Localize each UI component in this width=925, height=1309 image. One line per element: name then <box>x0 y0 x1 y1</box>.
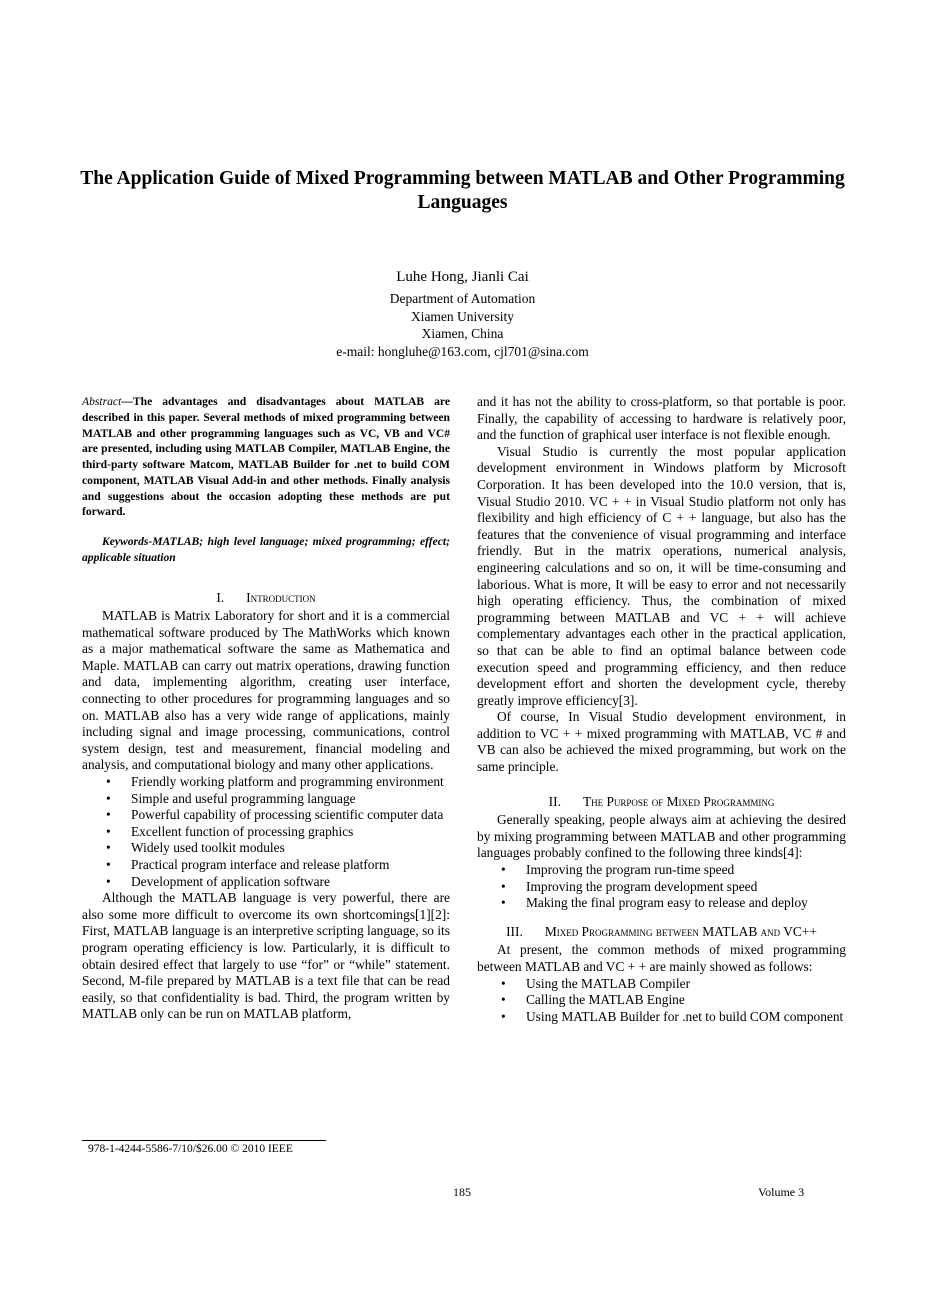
paper-title: The Application Guide of Mixed Programming between MATLAB and Other Programming Languages <box>80 168 845 213</box>
bullet-item <box>477 895 846 912</box>
section-title: Mixed Programming between MATLAB and VC++ <box>544 923 817 939</box>
bullet-item <box>477 1009 846 1026</box>
section-number: I. <box>216 589 225 605</box>
bullet-text: Development of application software <box>131 873 330 889</box>
bullet-list <box>477 976 846 1026</box>
bullet-icon: • <box>106 840 111 856</box>
bullet-icon: • <box>106 807 111 823</box>
section-title: Introduction <box>246 589 316 605</box>
section-heading-2 <box>477 794 846 811</box>
section-heading-1 <box>82 590 450 607</box>
paragraph: MATLAB is Matrix Laboratory for short and it is a commercial mathematical software produced by The MathWorks which known as a major mathematical software the same as Mathematica and Maple. MATLAB can carry out matrix operations, drawing function and data, implementing algorithm, creating user interface, connecting to other procedures for programming languages and so on. MATLAB also has a very wide range of applications, mainly including signal and image processing, communications, control system design, test and measurement, financial modeling and analysis, and computational biology and many other applications. <box>82 608 450 773</box>
bullet-text: Using the MATLAB Compiler <box>526 975 691 991</box>
bullet-text: Simple and useful programming language <box>131 790 356 806</box>
university: Xiamen University <box>410 308 515 324</box>
location: Xiamen, China <box>421 326 504 342</box>
bullet-text: Improving the program run-time speed <box>526 862 735 878</box>
bullet-item <box>82 874 450 891</box>
bullet-icon: • <box>501 878 506 894</box>
bullet-text: Practical program interface and release platform <box>131 857 390 872</box>
bullet-icon: • <box>501 992 506 1008</box>
bullet-icon: • <box>106 774 111 790</box>
bullet-icon: • <box>106 823 111 839</box>
bullet-icon: • <box>106 790 111 806</box>
bullet-icon: • <box>106 873 111 889</box>
bullet-item <box>82 807 450 824</box>
bullet-item <box>82 791 450 808</box>
bullet-item <box>477 976 846 993</box>
paragraph: At present, the common methods of mixed programming between MATLAB and VC + + are mainly showed as follows: <box>477 942 846 974</box>
paragraph: Although the MATLAB language is very powerful, there are also some more difficult to overcome its own shortcomings[1][2]: First, MATLAB language is an interpretive scripting language, so its program operating efficiency is low. Particularly, it is difficult to obtain desired effect that largely to use “for” or “while” statement. Second, M-file prepared by MATLAB is a text file that can be read easily, so that confidentiality is bad. Third, the program written by MATLAB only can be run on MATLAB platform, <box>82 890 450 1022</box>
bullet-item <box>82 857 450 874</box>
bullet-text: Powerful capability of processing scientific computer data <box>131 807 444 823</box>
bullet-icon: • <box>501 895 506 911</box>
affiliation <box>160 290 765 360</box>
authors: Luhe Hong, Jianli Cai <box>396 269 529 285</box>
bullet-item <box>82 840 450 857</box>
email: e-mail: hongluhe@163.com, cjl701@sina.com <box>336 343 589 359</box>
abstract <box>82 394 450 520</box>
abstract-text: The advantages and disadvantages about MATLAB are described in this paper. Several methods of mixed programming between MATLAB and other programming languages such as VC, VB and VC# are presented, including using MATLAB Compiler, MATLAB Engine, the third-party software Matcom, MATLAB Builder for .net to build COM component, MATLAB Visual Add-in and other methods. Finally analysis and suggestions about the occasion adopting these methods are put forward. <box>82 395 450 519</box>
bullet-text: Friendly working platform and programming environment <box>131 774 444 790</box>
section-title: The Purpose of Mixed Programming <box>582 793 775 809</box>
section-number: II. <box>548 793 561 809</box>
right-column <box>477 394 846 1025</box>
paragraph: Of course, In Visual Studio development environment, in addition to VC + + mixed programming with MATLAB, VC # and VB can also be achieved the mixed programming, but work on the same principle. <box>477 709 846 775</box>
page-number: 185 <box>453 1185 471 1199</box>
bullet-text: Making the final program easy to release and deploy <box>526 895 808 911</box>
footnote-divider <box>82 1140 326 1141</box>
bullet-list <box>82 774 450 890</box>
bullet-item <box>477 992 846 1009</box>
bullet-list <box>477 862 846 912</box>
abstract-label: Abstract <box>82 395 122 408</box>
bullet-icon: • <box>106 857 111 872</box>
paragraph: and it has not the ability to cross-platform, so that portable is poor. Finally, the capability of accessing to hardware is relatively poor, and the function of graphical user interface is not flexible enough. <box>477 394 846 443</box>
bullet-item <box>477 879 846 896</box>
bullet-icon: • <box>501 1008 506 1024</box>
volume-label: Volume 3 <box>758 1185 805 1199</box>
abstract-dash: — <box>121 395 133 408</box>
bullet-item <box>82 824 450 841</box>
copyright-footnote: 978-1-4244-5586-7/10/$26.00 © 2010 IEEE <box>88 1143 293 1155</box>
section-number: III. <box>506 923 523 939</box>
left-column <box>82 394 450 1023</box>
bullet-text: Excellent function of processing graphics <box>131 823 354 839</box>
keywords: Keywords-MATLAB; high level language; mixed programming; effect; applicable situation <box>82 535 450 564</box>
section-heading-3 <box>477 924 846 941</box>
bullet-text: Using MATLAB Builder for .net to build COM component <box>526 1008 844 1024</box>
bullet-text: Calling the MATLAB Engine <box>526 992 685 1008</box>
paragraph: Visual Studio is currently the most popular application development environment in Windows platform by Microsoft Corporation. It has been developed into the 10.0 version, that is, Visual Studio 2010. VC + + in Visual Studio platform not only has flexibility and high efficiency of C + + language, but also has the features that the convenience of visual programming and interface friendly. But in the matrix operations, numerical analysis, engineering calculations and so on, it will be time-consuming and laborious. What is more, It will be easy to error and not necessarily high operating efficiency. Thus, the combination of mixed programming between MATLAB and VC + + will achieve complementary advantages each other in the practical application, so that can be able to find an optimal balance between code execution speed and programming efficiency, and then reduce development effort and shorten the development cycle, thereby greatly improve efficiency[3]. <box>477 443 846 708</box>
paragraph: Generally speaking, people always aim at achieving the desired by mixing programming between MATLAB and other programming languages probably confined to the following three kinds[4]: <box>477 812 846 861</box>
bullet-text: Improving the program development speed <box>526 878 758 894</box>
bullet-icon: • <box>501 862 506 878</box>
bullet-icon: • <box>501 975 506 991</box>
bullet-item <box>82 774 450 791</box>
department: Department of Automation <box>389 291 536 306</box>
bullet-item <box>477 862 846 879</box>
bullet-text: Widely used toolkit modules <box>131 840 285 856</box>
